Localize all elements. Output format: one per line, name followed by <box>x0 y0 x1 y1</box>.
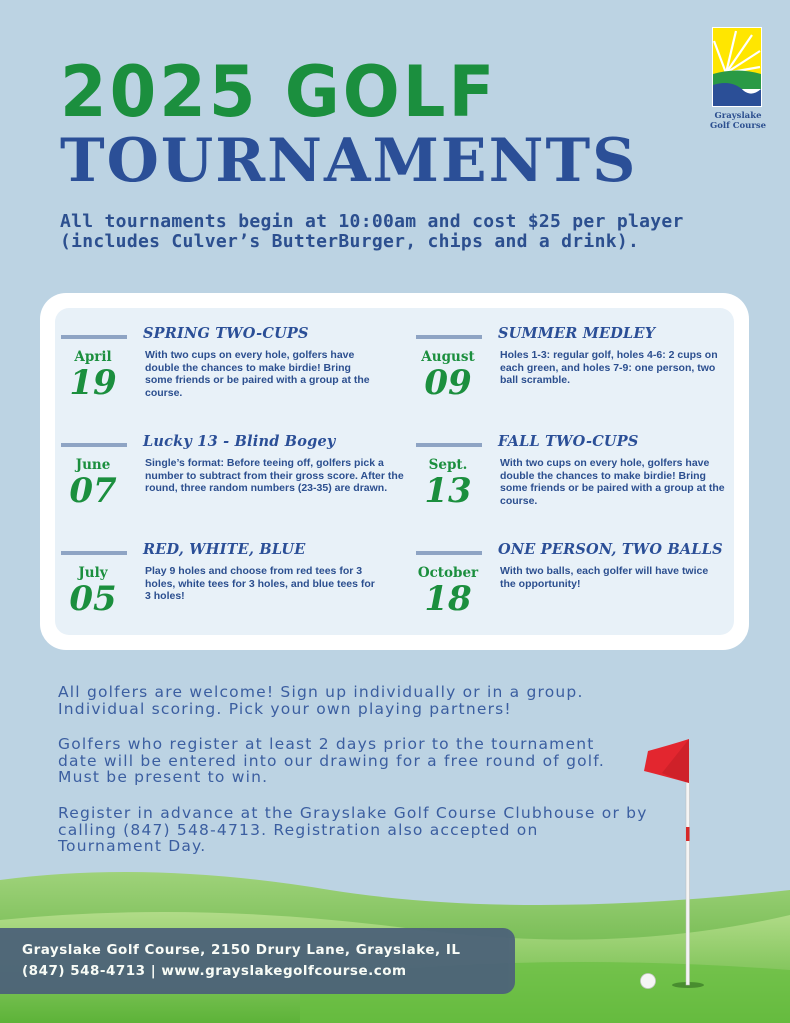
event-spring-two-cups <box>61 327 401 427</box>
event-day: 13 <box>424 471 472 511</box>
event-divider <box>61 551 127 555</box>
event-day: 05 <box>69 579 117 619</box>
logo-line1: Grayslake <box>714 111 762 121</box>
event-title: SUMMER MEDLEY <box>498 325 656 342</box>
event-day: 09 <box>424 363 472 403</box>
event-title: FALL TWO-CUPS <box>498 433 639 450</box>
event-lucky-13 <box>61 433 404 535</box>
event-divider <box>61 335 127 339</box>
event-month: June <box>75 457 111 473</box>
event-month: August <box>421 349 475 365</box>
footer-contact: (847) 548-4713 | www.grayslakegolfcourse.com <box>22 963 407 979</box>
info-paragraph-drawing: Golfers who register at least 2 days prior to the tournament date will be entered into our drawing for a free round of golf. Must be present to win. <box>58 735 605 786</box>
event-divider <box>416 551 482 555</box>
event-month: October <box>417 565 479 581</box>
event-description: With two cups on every hole, golfers have double the chances to make birdie! Bring some friends or be paired with a group at the course. <box>500 457 725 507</box>
event-fall-two-cups <box>416 435 756 535</box>
event-divider <box>416 443 482 447</box>
footer-address: Grayslake Golf Course, 2150 Drury Lane, Grayslake, IL <box>22 942 461 958</box>
event-month: July <box>78 565 108 581</box>
event-divider <box>61 443 127 447</box>
event-month: Sept. <box>428 457 468 473</box>
info-paragraph-register: Register in advance at the Grayslake Golf Course Clubhouse or by calling (847) 548-4713. Registration also accepted on Tournament Day. <box>58 804 648 855</box>
page-title-line1: 2025 GOLF <box>60 50 498 133</box>
event-one-person-two-balls <box>416 543 756 643</box>
event-description: Single’s format: Before teeing off, golfers pick a number to subtract from their gross score. After the round, three random numbers (23-35) are drawn. <box>145 457 404 494</box>
event-day: 07 <box>69 471 117 511</box>
event-description: With two balls, each golfer will have twice the opportunity! <box>500 565 709 590</box>
event-description: With two cups on every hole, golfers have double the chances to make birdie! Bring some friends or be paired with a group at the course. <box>145 349 370 399</box>
event-title: RED, WHITE, BLUE <box>143 541 306 558</box>
golf-flag-icon <box>640 735 720 995</box>
schedule-card <box>40 293 749 650</box>
intro-text: All tournaments begin at 10:00am and cost $25 per player (includes Culver’s ButterBurger, chips and a drink). <box>60 211 684 252</box>
event-day: 19 <box>69 363 117 403</box>
event-description: Holes 1-3: regular golf, holes 4-6: 2 cups on each green, and holes 7-9: one person, two ball scramble. <box>500 349 718 386</box>
event-divider <box>416 335 482 339</box>
event-day: 18 <box>424 579 472 619</box>
info-paragraph-welcome: All golfers are welcome! Sign up individually or in a group. Individual scoring. Pick your own playing partners! <box>58 683 584 718</box>
event-title: Lucky 13 - Blind Bogey <box>143 433 336 450</box>
logo-text <box>700 111 776 131</box>
event-month: April <box>74 349 112 365</box>
footer-bar <box>0 928 515 994</box>
golf-ball-icon <box>641 974 656 989</box>
event-description: Play 9 holes and choose from red tees for 3 holes, white tees for 3 holes, and blue tees for 3 holes! <box>145 565 375 602</box>
page-title-line2: TOURNAMENTS <box>60 126 638 196</box>
event-red-white-blue <box>61 543 401 643</box>
event-title: ONE PERSON, TWO BALLS <box>498 541 723 558</box>
logo-line2: Golf Course <box>709 121 767 131</box>
event-summer-medley <box>416 327 756 427</box>
event-title: SPRING TWO-CUPS <box>143 325 309 342</box>
grayslake-logo-icon <box>712 27 762 107</box>
